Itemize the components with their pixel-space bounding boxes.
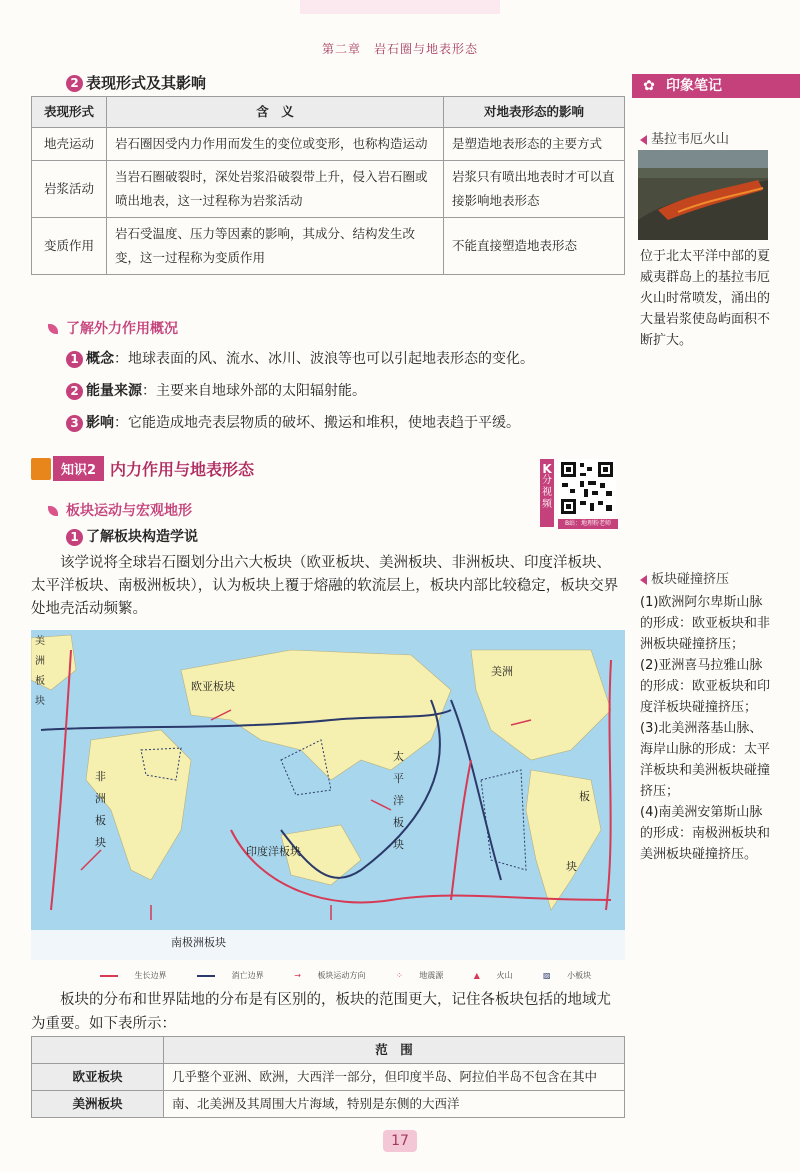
top-decoration-band [300, 0, 500, 14]
note2-heading [640, 568, 729, 587]
legend-label: 小板块 [567, 971, 592, 980]
table-cell-meaning: 当岩石圈破裂时，深处岩浆沿破裂带上升，侵入岩石圈或喷出地表，这一过程称为岩浆活动 [107, 161, 444, 218]
table-header-cell: 范 围 [164, 1037, 625, 1064]
item-label: 能量来源 [86, 383, 142, 399]
note2-item: (3)北美洲落基山脉、海岸山脉的形成：太平洋板块和美洲板块碰撞挤压； [640, 721, 771, 799]
table-cell-range: 南、北美洲及其周围大片海域，特别是东侧的大西洋 [164, 1091, 625, 1118]
external-item-3 [66, 412, 520, 434]
legend-subduction [197, 971, 278, 980]
hatch-icon: ▨ [543, 971, 551, 980]
note2-item: (1)欧洲阿尔卑斯山脉的形成：欧亚板块和非洲板块碰撞挤压； [640, 595, 771, 652]
label-pacific-2: 平 [393, 772, 404, 785]
note1-text: 位于北太平洋中部的夏威夷群岛上的基拉韦厄火山时常喷发，涌出的大量岩浆使岛屿面积不断扩大。 [640, 249, 771, 348]
arrow-icon: → [294, 971, 301, 980]
plate-motion-heading [48, 500, 192, 520]
table-row [32, 161, 625, 218]
table-row [32, 218, 625, 275]
label-america-mid: 美洲 [491, 665, 513, 678]
note1-title: 基拉韦厄火山 [651, 132, 730, 147]
plate-range-paragraph: 板块的分布和世界陆地的分布是有区别的，板块的范围更大，记住各板块包括的地域尤为重要。如下表所示： [31, 992, 611, 1032]
table-cell-meaning: 岩石圈因受内力作用而发生的变位或变形，也称构造运动 [107, 128, 444, 161]
item-text: ：地球表面的风、流水、冰川、波浪等也可以引起地表形态的变化。 [114, 351, 534, 367]
legend-quake [396, 971, 457, 980]
leaf-icon [48, 506, 58, 516]
note1-heading [640, 128, 729, 147]
triangle-icon [640, 575, 647, 585]
label-pacific-4: 板 [393, 816, 404, 829]
sidebar-header [632, 74, 800, 98]
table-cell-plate: 欧亚板块 [32, 1064, 164, 1091]
table-cell-plate: 美洲板块 [32, 1091, 164, 1118]
note2-list [640, 592, 770, 865]
legend-small-plate [543, 971, 605, 980]
knowledge2-title: 内力作用与地表形态 [110, 460, 255, 479]
item-number: 1 [66, 529, 83, 546]
qr-caption: B站：地理粉老师 [558, 519, 618, 529]
item-number: 1 [66, 351, 83, 368]
label-africa-3: 板 [95, 814, 106, 827]
external-item-2 [66, 380, 366, 402]
legend-label: 消亡边界 [231, 971, 264, 980]
legend-motion [294, 971, 379, 980]
knowledge2-bar [31, 456, 531, 482]
label-indian-plate: 印度洋板块 [246, 845, 301, 858]
map-legend [100, 970, 620, 981]
table-row [32, 1091, 625, 1118]
label-africa-1: 非 [95, 770, 106, 783]
label-africa-2: 洲 [95, 792, 106, 805]
table-cell-range: 几乎整个亚洲、欧洲，大西洋一部分，但印度半岛、阿拉伯半岛不包含在其中 [164, 1064, 625, 1091]
antarctica-landmass [31, 930, 625, 960]
external-item-1 [66, 348, 534, 370]
table-cell-impact: 是塑造地表形态的主要方式 [444, 128, 625, 161]
table-cell-form: 变质作用 [32, 218, 107, 275]
table-header-cell: 含 义 [107, 97, 444, 128]
table-cell-form: 岩浆活动 [32, 161, 107, 218]
table-cell-impact: 岩浆只有喷出地表时才可以直接影响地表形态 [444, 161, 625, 218]
label-eurasia-plate: 欧亚板块 [191, 680, 235, 693]
external-force-heading [48, 318, 178, 338]
label-africa-4: 块 [95, 836, 106, 849]
legend-volcano [474, 971, 527, 980]
leaf-icon [48, 324, 58, 334]
chapter-header: 第二章 岩石圈与地表形态 [321, 42, 478, 56]
plate-theory-title: 了解板块构造学说 [86, 529, 198, 545]
section2-heading [66, 72, 206, 93]
plate-motion-title: 板块运动与宏观地形 [66, 503, 192, 519]
volcano-icon: ▲ [473, 971, 480, 980]
note2-title: 板块碰撞挤压 [651, 572, 730, 587]
legend-label: 生长边界 [134, 971, 167, 980]
label-america-left-1: 美 [35, 636, 45, 647]
table-cell-impact: 不能直接塑造地表形态 [444, 218, 625, 275]
k-icon: K [542, 462, 552, 476]
table-row [32, 128, 625, 161]
item-label: 概念 [86, 351, 114, 367]
qr-side-text: 分视频 [542, 475, 552, 510]
page-number: 17 [383, 1130, 417, 1152]
label-america-left-2: 洲 [35, 656, 45, 667]
qr-side-label [540, 459, 554, 527]
legend-swatch [100, 975, 118, 977]
plate-theory-heading [66, 526, 198, 548]
video-qr-block[interactable] [540, 455, 620, 535]
table-header-cell [32, 1037, 164, 1064]
label-block-char: 块 [566, 860, 577, 873]
dots-icon: ⁘ [395, 971, 403, 980]
knowledge2-badge: 知识2 [53, 456, 104, 481]
section2-title: 表现形式及其影响 [86, 74, 207, 92]
legend-swatch [197, 975, 215, 977]
label-america-left-4: 块 [35, 696, 45, 707]
legend-spreading [100, 971, 181, 980]
plate-range-table [31, 1036, 625, 1118]
section2-number: 2 [66, 75, 83, 92]
legend-label: 火山 [496, 971, 513, 980]
note2-item: (2)亚洲喜马拉雅山脉的形成：欧亚板块和印度洋板块碰撞挤压； [640, 658, 771, 715]
label-pacific-3: 洋 [393, 794, 404, 807]
legend-label: 地震源 [419, 971, 444, 980]
elephant-icon: ✿ [643, 78, 655, 94]
table-row [32, 1064, 625, 1091]
item-text: ：主要来自地球外部的太阳辐射能。 [142, 383, 366, 399]
forms-table [31, 96, 625, 275]
note2-item: (4)南美洲安第斯山脉的形成：南极洲板块和美洲板块碰撞挤压。 [640, 805, 771, 862]
table-header-row [32, 1037, 625, 1064]
sidebar-header-title: 印象笔记 [666, 78, 722, 94]
table-header-row [32, 97, 625, 128]
table-cell-meaning: 岩石受温度、压力等因素的影响，其成分、结构发生改变，这一过程称为变质作用 [107, 218, 444, 275]
table-header-cell: 表现形式 [32, 97, 107, 128]
qr-code-icon [558, 459, 616, 517]
label-america-left-3: 板 [35, 676, 45, 687]
label-plate-char: 板 [579, 790, 590, 803]
kilauea-volcano-photo [638, 150, 768, 240]
table-cell-form: 地壳运动 [32, 128, 107, 161]
item-text: ：它能造成地壳表层物质的破坏、搬运和堆积，使地表趋于平缓。 [114, 415, 520, 431]
label-pacific-1: 太 [393, 750, 404, 763]
item-number: 2 [66, 383, 83, 400]
item-number: 3 [66, 415, 83, 432]
label-pacific-5: 块 [393, 838, 404, 851]
legend-label: 板块运动方向 [317, 971, 366, 980]
book-icon [31, 458, 51, 480]
triangle-icon [640, 135, 647, 145]
item-label: 影响 [86, 415, 114, 431]
plate-theory-paragraph: 该学说将全球岩石圈划分出六大板块（欧亚板块、美洲板块、非洲板块、印度洋板块、太平洋板块、南极洲板块），认为板块上覆于熔融的软流层上，板块内部比较稳定，板块交界处地壳活动频繁。 [31, 555, 619, 617]
world-plates-map [31, 630, 625, 960]
external-force-title: 了解外力作用概况 [66, 321, 178, 337]
label-antarctic-plate: 南极洲板块 [171, 936, 226, 949]
table-header-cell: 对地表形态的影响 [444, 97, 625, 128]
